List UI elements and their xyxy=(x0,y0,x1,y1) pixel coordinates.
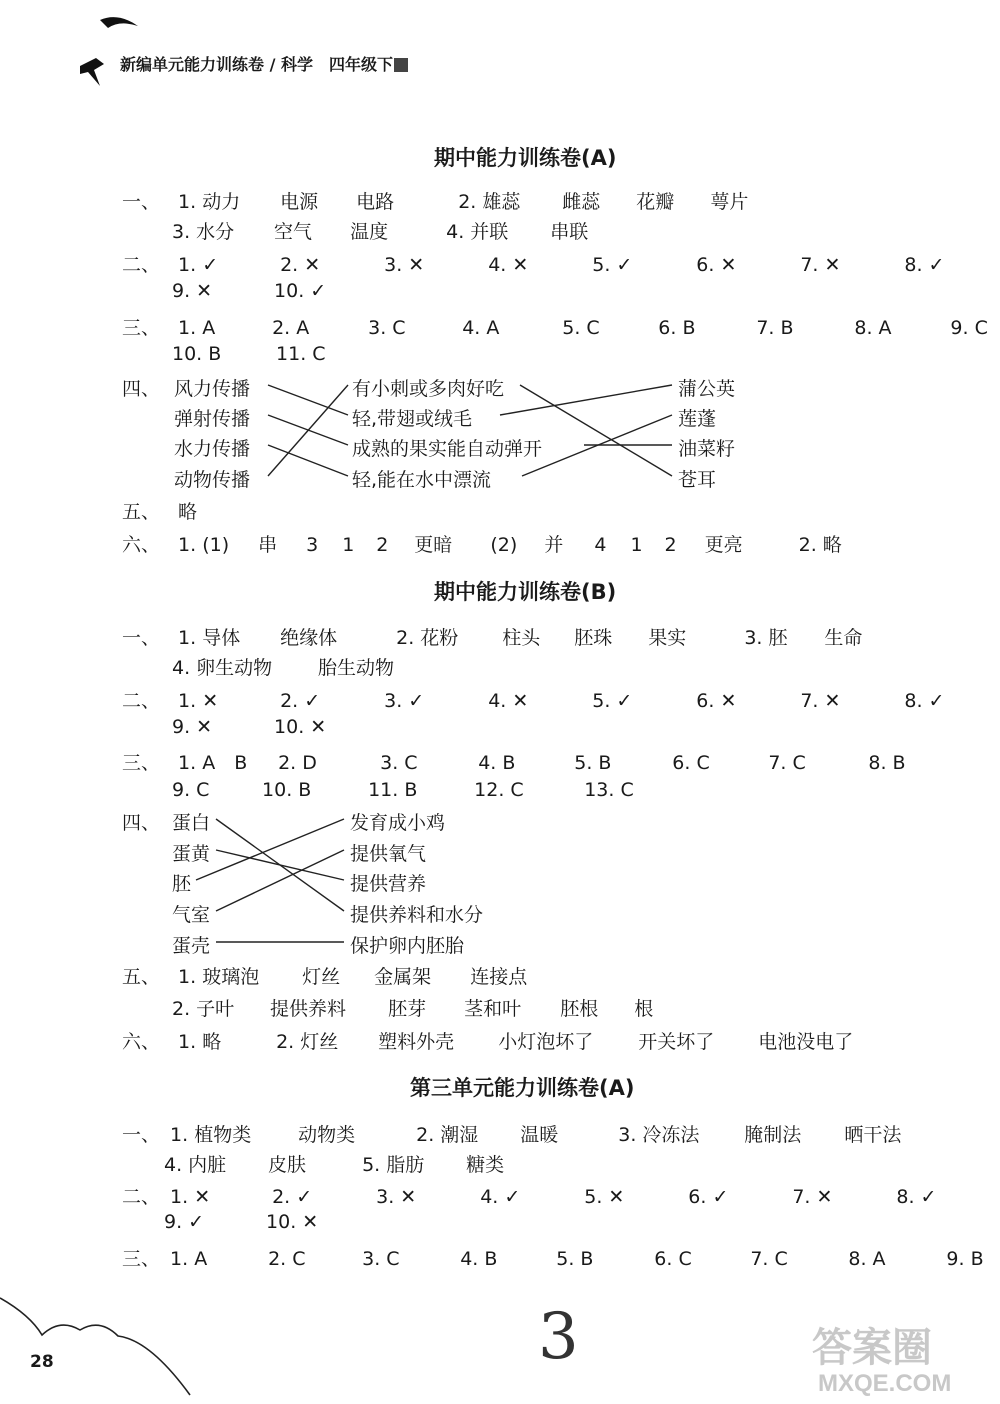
answer: 4. ✓ xyxy=(480,1186,521,1208)
match-line xyxy=(216,850,344,880)
a-q4-label: 四、 xyxy=(122,378,161,400)
a-q4-left-4: 动物传播 xyxy=(174,469,251,491)
answer: 6. ✕ xyxy=(696,690,737,712)
b-q4-right-4: 提供养料和水分 xyxy=(350,904,484,926)
answer: 3. C xyxy=(362,1248,400,1270)
answer: 2. 雄蕊 xyxy=(458,191,521,213)
answer: 1. 导体 xyxy=(178,627,241,649)
answer: 7. ✕ xyxy=(800,254,841,276)
c-q1-line1 xyxy=(122,1120,901,1147)
answer: 10. B xyxy=(172,343,222,365)
answer: 金属架 xyxy=(374,966,432,988)
answer: 5. ✓ xyxy=(592,254,633,276)
answer: 雌蕊 xyxy=(562,191,601,213)
b-q3-label: 三、 xyxy=(122,752,161,774)
answer: 连接点 xyxy=(470,966,528,988)
answer: 2 xyxy=(376,534,389,556)
answer: 6. C xyxy=(672,752,710,774)
answer: 2. ✓ xyxy=(272,1186,313,1208)
a-q4-right-1: 蒲公英 xyxy=(678,378,736,400)
c-q2-label: 二、 xyxy=(122,1186,161,1208)
answer: 9. ✕ xyxy=(172,716,213,738)
answer: 8. ✓ xyxy=(904,690,945,712)
c-q2-line2 xyxy=(164,1211,318,1233)
answer: 7. C xyxy=(768,752,806,774)
b-q2-label: 二、 xyxy=(122,690,161,712)
b-q4-left-4: 气室 xyxy=(172,904,211,926)
answer: 3. C xyxy=(380,752,418,774)
a-q4-right-4: 苍耳 xyxy=(678,469,717,491)
answer: 4. 卵生动物 xyxy=(172,657,273,679)
a-q4-left-2: 弹射传播 xyxy=(174,408,251,430)
a-q4-mid-2: 轻,带翅或绒毛 xyxy=(352,408,473,430)
answer: 5. ✕ xyxy=(584,1186,625,1208)
answer: 电路 xyxy=(356,191,395,213)
answer: 10. B xyxy=(262,779,312,801)
answer: 绝缘体 xyxy=(280,627,338,649)
a-q5-label: 五、 xyxy=(122,501,161,523)
answer: 3. ✓ xyxy=(384,690,425,712)
answer: 灯丝 xyxy=(302,966,341,988)
answer: 8. B xyxy=(868,752,906,774)
answer: 3. 冷冻法 xyxy=(618,1124,700,1146)
answer: 4. A xyxy=(462,317,500,339)
answer: 晒干法 xyxy=(844,1124,902,1146)
a-q4-mid-4: 轻,能在水中漂流 xyxy=(352,469,492,491)
answer: 提供养料 xyxy=(270,998,347,1020)
answer: 胎生动物 xyxy=(318,657,395,679)
answer: 塑料外壳 xyxy=(378,1031,455,1053)
b-q4-right-5: 保护卵内胚胎 xyxy=(350,935,465,957)
answer: 6. C xyxy=(654,1248,692,1270)
header-title: 新编单元能力训练卷 / 科学 四年级下 xyxy=(120,55,393,74)
answer: 并 xyxy=(544,534,564,556)
answer: 串联 xyxy=(550,221,589,243)
answer: (2) xyxy=(490,534,518,556)
answer: 茎和叶 xyxy=(464,998,522,1020)
answer: 9. B xyxy=(946,1248,984,1270)
answer: 皮肤 xyxy=(268,1154,307,1176)
answer: 胚芽 xyxy=(388,998,427,1020)
answer: 腌制法 xyxy=(744,1124,802,1146)
answer: 略 xyxy=(178,501,198,523)
answer: 8. A xyxy=(854,317,892,339)
answer: 2. ✓ xyxy=(280,690,321,712)
watermark-url: MXQE.COM xyxy=(818,1370,952,1397)
answer: 花瓣 xyxy=(636,191,675,213)
answer: 1. ✕ xyxy=(170,1186,211,1208)
answer: 2. 略 xyxy=(798,534,842,556)
answer: 9. C xyxy=(950,317,988,339)
answer: 1. A xyxy=(178,317,216,339)
answer: 2 xyxy=(664,534,677,556)
answer: 6. ✕ xyxy=(696,254,737,276)
answer: 串 xyxy=(258,534,278,556)
answer: 10. ✕ xyxy=(266,1211,319,1233)
section-a-title: 期中能力训练卷(A) xyxy=(434,146,617,170)
answer: 11. C xyxy=(276,343,326,365)
answer: 萼片 xyxy=(710,191,749,213)
answer: 3. 水分 xyxy=(172,221,235,243)
answer: 10. ✕ xyxy=(274,716,327,738)
answer: 电池没电了 xyxy=(758,1031,854,1053)
b-q5-label: 五、 xyxy=(122,966,161,988)
c-q1-line2 xyxy=(164,1150,504,1177)
b-q4-right-3: 提供营养 xyxy=(350,873,427,895)
answer: 4. B xyxy=(478,752,516,774)
answer: 9. ✕ xyxy=(172,280,213,302)
answer: 根 xyxy=(634,998,654,1020)
answer: 4. 并联 xyxy=(446,221,509,243)
a-q4-right-3: 油菜籽 xyxy=(678,438,736,460)
answer: 1. ✓ xyxy=(178,254,219,276)
a-q4-mid-3: 成熟的果实能自动弹开 xyxy=(352,438,543,460)
answer: 1 xyxy=(630,534,643,556)
answer: 2. 灯丝 xyxy=(276,1031,339,1053)
a-q4-mid-1: 有小刺或多肉好吃 xyxy=(352,378,505,400)
answer: 3. C xyxy=(368,317,406,339)
page-number: 28 xyxy=(30,1352,54,1372)
answer: 4 xyxy=(594,534,607,556)
answer: 5. 脂肪 xyxy=(362,1154,425,1176)
answer: 果实 xyxy=(648,627,687,649)
answer: 2. C xyxy=(268,1248,306,1270)
answer: 11. B xyxy=(368,779,418,801)
match-line xyxy=(196,819,344,880)
answer: 5. B xyxy=(556,1248,594,1270)
answer: 1. ✕ xyxy=(178,690,219,712)
b-q4-left-5: 蛋壳 xyxy=(172,935,211,957)
answer: 开关坏了 xyxy=(638,1031,715,1053)
b-q4-left-1: 蛋白 xyxy=(172,812,211,834)
b-q6-label: 六、 xyxy=(122,1031,161,1053)
answer: 2. ✕ xyxy=(280,254,321,276)
answer: 9. ✓ xyxy=(164,1211,205,1233)
b-q1-label: 一、 xyxy=(122,627,161,649)
c-q1-label: 一、 xyxy=(122,1124,161,1146)
answer: 胚珠 xyxy=(574,627,613,649)
answer: 更暗 xyxy=(414,534,453,556)
answer: 12. C xyxy=(474,779,524,801)
answer: 小灯泡坏了 xyxy=(498,1031,594,1053)
answer: 10. ✓ xyxy=(274,280,327,302)
answer: 1. 植物类 xyxy=(170,1124,252,1146)
b-q4-right-2: 提供氧气 xyxy=(350,843,427,865)
answer: 温度 xyxy=(350,221,389,243)
answer: 3. ✕ xyxy=(384,254,425,276)
answer: 2. 潮湿 xyxy=(416,1124,479,1146)
a-q2-label: 二、 xyxy=(122,254,161,276)
c-q2-line1 xyxy=(122,1182,936,1209)
b-q5-line2 xyxy=(172,994,653,1021)
answer: 7. B xyxy=(756,317,794,339)
answer: 1. A B xyxy=(178,752,248,774)
answer: 2. A xyxy=(272,317,310,339)
a-q4-left-1: 风力传播 xyxy=(174,378,251,400)
answer: 空气 xyxy=(274,221,313,243)
answer: 4. ✕ xyxy=(488,254,529,276)
answer: 动物类 xyxy=(298,1124,356,1146)
b-q4-left-2: 蛋黄 xyxy=(172,843,211,865)
handwritten-mark: 3 xyxy=(538,1300,579,1374)
answer: 5. ✓ xyxy=(592,690,633,712)
answer: 4. B xyxy=(460,1248,498,1270)
a-q1-label: 一、 xyxy=(122,191,161,213)
answer: 2. D xyxy=(278,752,317,774)
a-q3-label: 三、 xyxy=(122,317,161,339)
answer: 7. ✕ xyxy=(792,1186,833,1208)
answer: 柱头 xyxy=(502,627,541,649)
answer: 更亮 xyxy=(704,534,743,556)
b-q4-label: 四、 xyxy=(122,812,161,834)
answer: 1 xyxy=(342,534,355,556)
b-q6-line xyxy=(122,1027,853,1054)
answer: 5. C xyxy=(562,317,600,339)
answer: 6. ✓ xyxy=(688,1186,729,1208)
c-q3-line1 xyxy=(122,1244,984,1271)
answer: 3 xyxy=(306,534,319,556)
answer: 生命 xyxy=(824,627,863,649)
answer: 7. C xyxy=(750,1248,788,1270)
answer: 6. B xyxy=(658,317,696,339)
answer: 8. A xyxy=(848,1248,886,1270)
section-b-title: 期中能力训练卷(B) xyxy=(434,580,617,604)
answer: 1. 玻璃泡 xyxy=(178,966,260,988)
answer: 5. B xyxy=(574,752,612,774)
answer: 2. 子叶 xyxy=(172,998,235,1020)
answer: 糖类 xyxy=(466,1154,505,1176)
answer: 胚根 xyxy=(560,998,599,1020)
answer: 8. ✓ xyxy=(896,1186,937,1208)
answer: 1. A xyxy=(170,1248,208,1270)
answer: 9. C xyxy=(172,779,210,801)
answer: 4. ✕ xyxy=(488,690,529,712)
answer: 4. 内脏 xyxy=(164,1154,227,1176)
answer: 3. 胚 xyxy=(744,627,788,649)
answer: 3. ✕ xyxy=(376,1186,417,1208)
c-q3-label: 三、 xyxy=(122,1248,161,1270)
b-q4-left-3: 胚 xyxy=(172,873,192,895)
b-q5-line1 xyxy=(122,962,527,989)
answer: 电源 xyxy=(280,191,319,213)
match-line xyxy=(216,850,344,911)
a-q4-right-2: 莲蓬 xyxy=(678,408,717,430)
answer: 1. (1) xyxy=(178,534,230,556)
answer: 1. 略 xyxy=(178,1031,222,1053)
section-c-title: 第三单元能力训练卷(A) xyxy=(410,1076,635,1100)
a-q6-label: 六、 xyxy=(122,534,161,556)
b-q4-right-1: 发育成小鸡 xyxy=(350,812,446,834)
answer: 温暖 xyxy=(520,1124,559,1146)
watermark-logo: 答案圈 xyxy=(812,1326,932,1370)
answer: 8. ✓ xyxy=(904,254,945,276)
answer: 7. ✕ xyxy=(800,690,841,712)
a-q4-left-3: 水力传播 xyxy=(174,438,251,460)
answer: 2. 花粉 xyxy=(396,627,459,649)
answer: 1. 动力 xyxy=(178,191,241,213)
answer: 13. C xyxy=(584,779,634,801)
